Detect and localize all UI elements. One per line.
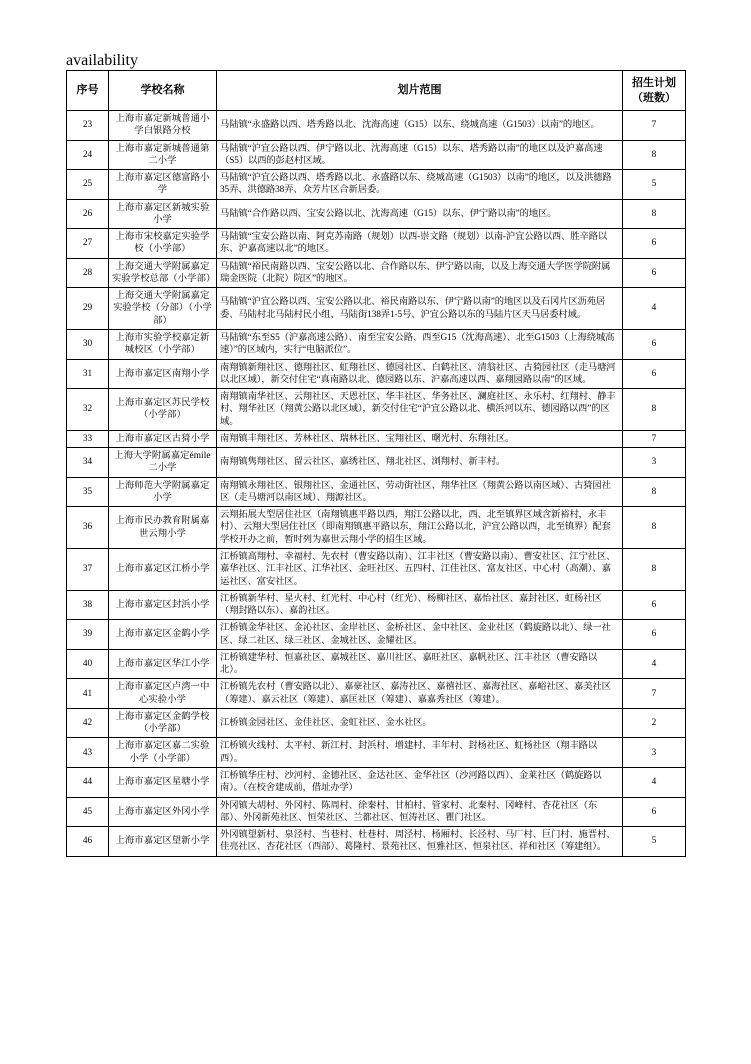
cell-plan: 8 [623,549,686,591]
cell-plan: 6 [623,359,686,389]
column-header-plan-line2: （班数） [632,91,676,104]
cell-no: 44 [67,767,109,797]
cell-school: 上海市嘉定区德富路小学 [109,170,217,200]
cell-school: 上海市嘉定区江桥小学 [109,549,217,591]
cell-range: 马陆镇“合作路以西、宝安公路以北、沈海高速（G15）以东、伊宁路以南”的地区。 [217,199,623,229]
cell-plan: 8 [623,199,686,229]
cell-no: 35 [67,477,109,507]
cell-school: 上海市实验学校嘉定新城校区（小学部） [109,330,217,360]
cell-school: 上海市嘉定区外冈小学 [109,797,217,827]
cell-range: 南翔镇永翔社区、银翔社区、金通社区、劳动街社区、翔华社区（翔黄公路以南区域）、古猗园社区（走马塘河以南区域）、翔源社区。 [217,477,623,507]
cell-school: 上海市嘉定区星塘小学 [109,767,217,797]
table-row [67,199,686,229]
cell-school: 上海交通大学附属嘉定实验学校总部（小学部） [109,258,217,288]
cell-plan: 8 [623,140,686,170]
cell-range: 江桥镇金华社区、金沁社区、金岸社区、金桥社区、金中社区、金业社区（鹤旋路以北）、绿一社区、绿二社区、绿三社区、金城社区、金耀社区。 [217,620,623,650]
table-row [67,448,686,478]
cell-no: 46 [67,827,109,857]
cell-no: 45 [67,797,109,827]
cell-plan: 6 [623,620,686,650]
cell-plan: 7 [623,430,686,447]
school-districting-table [66,70,686,857]
cell-school: 上海市嘉定区金鹤小学 [109,620,217,650]
cell-no: 34 [67,448,109,478]
cell-no: 30 [67,330,109,360]
cell-no: 37 [67,549,109,591]
cell-plan: 7 [623,111,686,141]
cell-plan: 3 [623,738,686,768]
table-row [67,738,686,768]
cell-plan: 6 [623,590,686,620]
cell-school: 上海市嘉定区卢湾一中心实验小学 [109,679,217,709]
table-row [67,111,686,141]
column-header-range: 划片范围 [217,71,623,111]
table-row [67,330,686,360]
cell-no: 42 [67,708,109,738]
cell-range: 马陆镇“裕民南路以西、宝安公路以北、合作路以东、伊宁路以南，以及上海交通大学医学院附属瑞金医院（北院）院区”的地区。 [217,258,623,288]
table-row [67,620,686,650]
cell-range: 江桥镇华庄村、沙河村、金德社区、金达社区、金华社区（沙河路以西）、金莱社区（鹤旋路以南）。（在校舍建成前，借址办学） [217,767,623,797]
cell-range: 南翔镇新翔社区、德翔社区、虹翔社区、德园社区、白鹤社区、清翁社区、古猗园社区（走马塘河以北区域），新交付住宅“真南路以北、德园路以东、沪嘉高速以西、嘉翔园路以南”的区域。 [217,359,623,389]
cell-range: 外冈镇望新村、泉泾村、当巷村、杜巷村、周泾村、杨厢村、长泾村、马厂村、巨门村、施晋村、佳亮社区、杏花社区（西部）、葛隆村、景苑社区、恒雅社区、恒泉社区、祥和社区（筹建组）。 [217,827,623,857]
cell-range: 云翔拓展大型居住社区（南翔镇惠平路以西，翔江公路以北，西、北至镇界区域含新裕村，永丰村）、云翔大型居住社区（即南翔镇惠平路以东，翔江公路以北，沪宜公路以西，北至镇界）配套学校开办之前，暂时列为嘉世云翔小学的招生区域。 [217,507,623,549]
cell-plan: 8 [623,507,686,549]
cell-school: 上海市宋校嘉定实验学校（小学部） [109,229,217,259]
table-row [67,649,686,679]
cell-no: 31 [67,359,109,389]
column-header-school: 学校名称 [109,71,217,111]
cell-plan: 6 [623,330,686,360]
cell-plan: 4 [623,767,686,797]
cell-plan: 5 [623,827,686,857]
cell-no: 39 [67,620,109,650]
table-row [67,549,686,591]
cell-range: 南翔镇隽翔社区、留云社区、嘉绣社区、翔北社区、浏翔村、新丰村。 [217,448,623,478]
table-row [67,679,686,709]
cell-school: 上海市嘉定区古猗小学 [109,430,217,447]
cell-no: 40 [67,649,109,679]
cell-range: 南翔镇丰翔社区、芳林社区、瑞林社区、宝翔社区、曙光村、东翔社区。 [217,430,623,447]
cell-range: 马陆镇“沪宜公路以西、宝安公路以北、裕民南路以东、伊宁路以南”的地区以及石冈片区沥苑居委、马陆村北马陆村民小组、马陆街138弄1-5号、沪宜公路以东的马陆片区天马居委村域。 [217,288,623,330]
cell-school: 上海大学附属嘉定émile二小学 [109,448,217,478]
cell-range: 马陆镇“宝安公路以南、阿克苏南路（规划）以西-崇文路（规划）以南-沪宜公路以西、胜辛路以东、沪嘉高速以北”的地区。 [217,229,623,259]
cell-range: 江桥镇高翔村、幸福村、先农村（曹安路以南）、江丰社区（曹安路以南）、曹安社区、江宁社区、嘉华社区、江丰社区、江华社区、金旺社区、五四村、江佳社区、富友社区、中心村（高潮）、嘉运社区、富安社区。 [217,549,623,591]
cell-no: 28 [67,258,109,288]
cell-no: 32 [67,389,109,431]
table-row [67,258,686,288]
cell-school: 上海市嘉定新城普通小学白银路分校 [109,111,217,141]
cell-plan: 6 [623,797,686,827]
cell-no: 38 [67,590,109,620]
cell-school: 上海师范大学附属嘉定小学 [109,477,217,507]
column-header-no: 序号 [67,71,109,111]
column-header-plan [623,71,686,111]
table-row [67,359,686,389]
cell-plan: 8 [623,389,686,431]
cell-school: 上海交通大学附属嘉定实验学校（分部）（小学部） [109,288,217,330]
cell-school: 上海市嘉定区金鹤学校（小学部） [109,708,217,738]
cell-no: 33 [67,430,109,447]
cell-plan: 8 [623,477,686,507]
cell-no: 27 [67,229,109,259]
cell-range: 外冈镇大胡村、外冈村、陈周村、徐秦村、甘柏村、管家村、北秦村、冈峰村、杏花社区（东部）、外冈新苑社区、恒荣社区、兰都社区、恒涛社区、瞿门社区。 [217,797,623,827]
cell-no: 25 [67,170,109,200]
column-header-plan-line1: 招生计划 [632,77,676,89]
cell-no: 26 [67,199,109,229]
table-row [67,708,686,738]
document-page: availability 序号 学校名称 划片范围 招生计划 （班数） 23 上海市嘉定新城普通小学白银路分校 马陆镇“永盛路以西、塔秀路以北、沈海高速（G15）以东、绕城高速（G1503）以南”的地区。 7 24 上海市嘉定新城普通第二小学 马陆镇“沪宜公路以西、伊宁路以北、沈海高速（G15）以东、塔秀路以南”的地区以及沪嘉高速（S5）以西的彭赵村区域。 8 25 上海市嘉定区德富路小学 马陆镇“沪宜公路以西、塔秀路以北、永盛路以东、绕城高速（G1503）以南”的地区，以及洪德路35弄、洪德路38弄、众芳片区合新居委。 5 26 上海市嘉定区新城实验小学 马陆镇“合作路以西、宝安公路以北、沈海高速（G15）以东、伊宁路以南”的地区。 8 27 上海市宋校嘉定实验学校（小学部） 马陆镇“宝安公路以南、阿克苏南路（规划）以西-崇文路（规划）以南-沪宜公路以西、胜辛路以东、沪嘉高速以北”的地区。 6 28 上海交通大学附属嘉定实验学校总部（小学部） 马陆镇“裕民南路以西、宝安公路以北、合作路以东、伊宁路以南，以及上海交通大学医学院附属瑞金医院（北院）院区”的地区。 6 29 上海交通大学附属嘉定实验学校（分部）（小学部） 马陆镇“沪宜公路以西、宝安公路以北、裕民南路以东、伊宁路以南”的地区以及石冈片区沥苑居委、马陆村北马陆村民小组、马陆街138弄1-5号、沪宜公路以东的马陆片区天马居委村域。 4 30 上海市实验学校嘉定新城校区（小学部） 马陆镇“东至S5（沪嘉高速公路）、南至宝安公路、西至G15（沈海高速）、北至G1503（上海绕城高速）”的区域内，实行“电脑派位”。 6 31 上海市嘉定区南翔小学 南翔镇新翔社区、德翔社区、虹翔社区、德园社区、白鹤社区、清翁社区、古猗园社区（走马塘河以北区域），新交付住宅“真南路以北、德园路以东、沪嘉高速以西、嘉翔园路以南”的区域。 6 32 上海市嘉定区苏民学校（小学部） 南翔镇南华社区、云翔社区、天恩社区、华丰社区、华务社区、澜庭社区、永乐村、红翔村、静丰村、翔华社区（翔黄公路以北区域），新交付住宅“沪宜公路以北、横浜河以东、德园路以西”的区域。 8 33 上海市嘉定区古猗小学 南翔镇丰翔社区、芳林社区、瑞林社区、宝翔社区、曙光村、东翔社区。 7 34 上海大学附属嘉定émile二小学 南翔镇隽翔社区、留云社区、嘉绣社区、翔北社区、浏翔村、新丰村。 3 35 上海师范大学附属嘉定小学 南翔镇永翔社区、银翔社区、金通社区、劳动街社区、翔华社区（翔黄公路以南区域）、古猗园社区（走马塘河以南区域）、翔源社区。 8 36 上海市民办教育附属嘉世云翔小学 云翔拓展大型居住社区（南翔镇惠平路以西，翔江公路以北，西、北至镇界区域含新裕村，永丰村）、云翔大型居住社区（即南翔镇惠平路以东，翔江公路以北，沪宜公路以西，北至镇界）配套学校开办之前，暂时列为嘉世云翔小学的招生区域。 8 37 上海市嘉定区江桥小学 江桥镇高翔村、幸福村、先农村（曹安路以南）、江丰社区（曹安路以南）、曹安社区、江宁社区、嘉华社区、江丰社区、江华社区、金旺社区、五四村、江佳社区、富友社区、中心村（高潮）、嘉运社区、富安社区。 8 38 上海市嘉定区封浜小学 江桥镇新华村、星火村、红光村、中心村（红光）、杨柳社区、嘉怡社区、嘉封社区、虹杨社区（翔封路以东）、嘉韵社区。 6 39 上海市嘉定区金鹤小学 江桥镇金华社区、金沁社区、金岸社区、金桥社区、金中社区、金业社区（鹤旋路以北）、绿一社区、绿二社区、绿三社区、金城社区、金耀社区。 6 40 上海市嘉定区华江小学 江桥镇建华村、恒嘉社区、嘉城社区、嘉川社区、嘉旺社区、嘉帆社区、江丰社区（曹安路以北）。 4 41 上海市嘉定区卢湾一中心实验小学 江桥镇先农村（曹安路以北）、嘉豪社区、嘉涛社区、嘉禧社区、嘉海社区、嘉峪社区、嘉美社区（筹建）、嘉云社区（筹建）、嘉匡社区（筹建）、嘉嘉秀社区（筹建）。 7 42 上海市嘉定区金鹤学校（小学部） 江桥镇金园社区、金佳社区、金虹社区、金水社区。 2 43 上海市嘉定区嘉二实验小学（小学部） 江桥镇火线村、太平村、新江村、封浜村、增建村、丰年村、封杨社区、虹杨社区（翔丰路以西）。 3 44 上海市嘉定区星塘小学 江桥镇华庄村、沙河村、金德社区、金达社区、金华社区（沙河路以西）、金莱社区（鹤旋路以南）。（在校舍建成前，借址办学） 4 45 上海市嘉定区外冈小学 外冈镇大胡村、外冈村、陈周村、徐秦村、甘柏村、管家村、北秦村、冈峰村、杏花社区（东部）、外冈新苑社区、恒荣社区、兰都社区、恒涛社区、瞿门社区。 6 46 上海市嘉定区望新小学 外冈镇望新村、泉泾村、当巷村、杜巷村、周泾村、杨厢村、长泾村、马厂村、巨门村、施晋村、佳亮社区、杏花社区（西部）、葛隆村、景苑社区、恒雅社区、恒泉社区、祥和社区（筹建组）。 5 [0,0,751,1064]
cell-no: 41 [67,679,109,709]
cell-school: 上海市嘉定区封浜小学 [109,590,217,620]
cell-range: 江桥镇火线村、太平村、新江村、封浜村、增建村、丰年村、封杨社区、虹杨社区（翔丰路以西）。 [217,738,623,768]
cell-range: 江桥镇先农村（曹安路以北）、嘉豪社区、嘉涛社区、嘉禧社区、嘉海社区、嘉峪社区、嘉美社区（筹建）、嘉云社区（筹建）、嘉匡社区（筹建）、嘉嘉秀社区（筹建）。 [217,679,623,709]
table-body [67,111,686,857]
cell-school: 上海市嘉定区新城实验小学 [109,199,217,229]
cell-school: 上海市嘉定区南翔小学 [109,359,217,389]
table-row [67,477,686,507]
table-row [67,170,686,200]
cell-plan: 5 [623,170,686,200]
cell-range: 江桥镇建华村、恒嘉社区、嘉城社区、嘉川社区、嘉旺社区、嘉帆社区、江丰社区（曹安路以北）。 [217,649,623,679]
cell-plan: 4 [623,649,686,679]
cell-plan: 6 [623,258,686,288]
table-row [67,827,686,857]
cell-range: 江桥镇金园社区、金佳社区、金虹社区、金水社区。 [217,708,623,738]
table-header-row [67,71,686,111]
cell-plan: 2 [623,708,686,738]
cell-no: 29 [67,288,109,330]
cell-no: 24 [67,140,109,170]
cell-no: 36 [67,507,109,549]
table-row [67,389,686,431]
cell-range: 江桥镇新华村、星火村、红光村、中心村（红光）、杨柳社区、嘉怡社区、嘉封社区、虹杨社区（翔封路以东）、嘉韵社区。 [217,590,623,620]
cell-range: 马陆镇“沪宜公路以西、塔秀路以北、永盛路以东、绕城高速（G1503）以南”的地区，以及洪德路35弄、洪德路38弄、众芳片区合新居委。 [217,170,623,200]
table-row [67,507,686,549]
table-row [67,229,686,259]
cell-no: 43 [67,738,109,768]
cell-range: 马陆镇“东至S5（沪嘉高速公路）、南至宝安公路、西至G15（沈海高速）、北至G1503（上海绕城高速）”的区域内，实行“电脑派位”。 [217,330,623,360]
cell-plan: 6 [623,229,686,259]
cell-no: 23 [67,111,109,141]
cell-plan: 7 [623,679,686,709]
table-row [67,140,686,170]
cell-plan: 3 [623,448,686,478]
table-row [67,288,686,330]
cell-range: 马陆镇“永盛路以西、塔秀路以北、沈海高速（G15）以东、绕城高速（G1503）以南”的地区。 [217,111,623,141]
cell-range: 南翔镇南华社区、云翔社区、天恩社区、华丰社区、华务社区、澜庭社区、永乐村、红翔村、静丰村、翔华社区（翔黄公路以北区域），新交付住宅“沪宜公路以北、横浜河以东、德园路以西”的区域。 [217,389,623,431]
table-row [67,797,686,827]
table-row [67,430,686,447]
cell-plan: 4 [623,288,686,330]
cell-school: 上海市嘉定新城普通第二小学 [109,140,217,170]
table-row [67,590,686,620]
cell-school: 上海市民办教育附属嘉世云翔小学 [109,507,217,549]
cell-school: 上海市嘉定区望新小学 [109,827,217,857]
cell-school: 上海市嘉定区华江小学 [109,649,217,679]
table-row [67,767,686,797]
cell-school: 上海市嘉定区嘉二实验小学（小学部） [109,738,217,768]
cell-range: 马陆镇“沪宜公路以西、伊宁路以北、沈海高速（G15）以东、塔秀路以南”的地区以及沪嘉高速（S5）以西的彭赵村区域。 [217,140,623,170]
cell-school: 上海市嘉定区苏民学校（小学部） [109,389,217,431]
